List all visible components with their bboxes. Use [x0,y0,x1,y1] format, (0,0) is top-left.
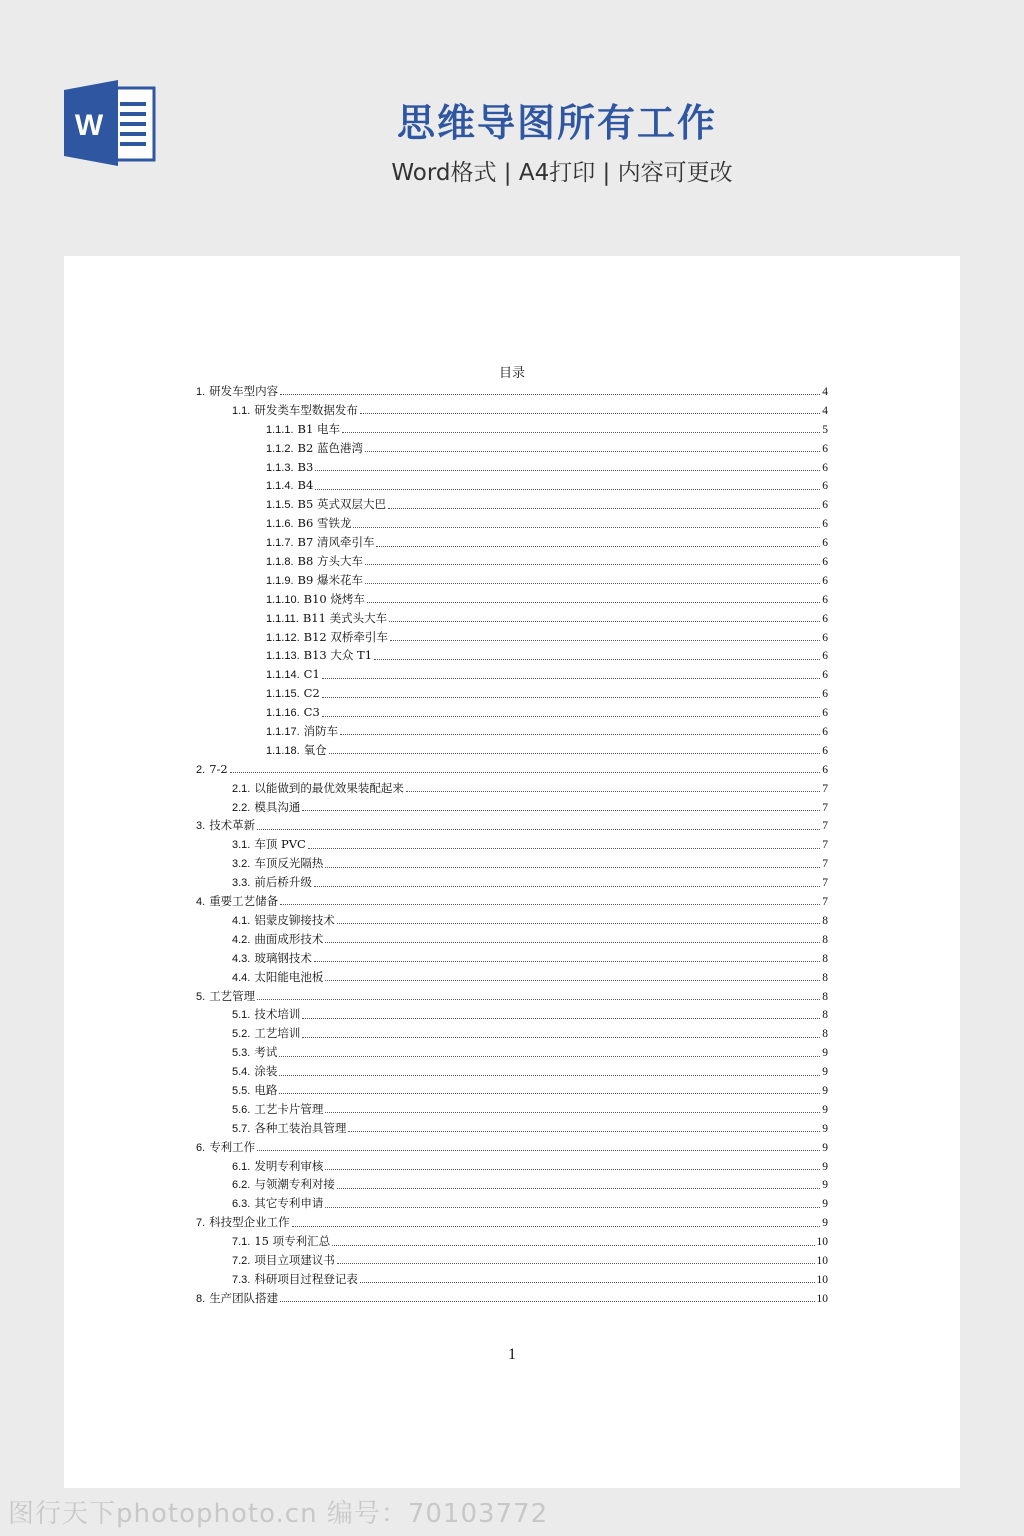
toc-leader-dots [406,782,820,792]
toc-entry-number: 1.1.13. [266,650,300,663]
toc-entry-number: 3.3. [232,877,251,890]
toc-entry[interactable] [196,646,828,665]
toc-entry-page: 9 [822,1160,828,1173]
toc-entry-title: 与领潮专利对接 [254,1177,335,1192]
toc-entry-number: 4.3. [232,952,251,965]
toc-entry-title: B10 烧烤车 [303,591,365,606]
toc-entry-number: 1. [196,386,206,398]
toc-entry-title: 研发车型内容 [209,384,279,398]
toc-entry-page: 6 [822,499,828,512]
toc-entry[interactable] [196,1138,828,1157]
toc-leader-dots [322,707,820,717]
toc-entry-page: 9 [822,1179,828,1192]
toc-entry-page: 6 [822,518,828,531]
toc-entry[interactable] [196,1062,828,1081]
toc-entry[interactable] [196,722,828,741]
toc-leader-dots [308,839,820,849]
toc-entry-page: 6 [822,574,828,587]
toc-leader-dots [314,952,820,962]
toc-entry[interactable] [196,1194,828,1213]
toc-entry-page: 6 [822,744,828,757]
toc-entry-page: 6 [822,480,828,493]
toc-entry-number: 3.1. [232,839,251,852]
toc-leader-dots [302,1028,820,1038]
toc-entry-title: 工艺培训 [254,1026,301,1041]
toc-entry-page: 8 [822,1009,828,1022]
toc-entry-title: 玻璃钢技术 [254,950,312,965]
toc-entry-page: 10 [816,1254,828,1267]
toc-entry-number: 5.7. [232,1122,251,1135]
toc-entry-title: B3 [297,459,314,474]
toc-leader-dots [292,1217,821,1227]
toc-entry-number: 1.1.17. [266,726,300,739]
toc-entry-number: 6. [196,1141,206,1154]
toc-leader-dots [325,1103,820,1113]
toc-entry-title: 各种工装治具管理 [254,1120,347,1135]
toc-leader-dots [365,555,820,565]
toc-entry-title: 涂装 [254,1064,278,1079]
toc-leader-dots [257,1141,820,1151]
toc-entry-page: 7 [822,877,828,890]
toc-leader-dots [314,877,820,887]
toc-entry-title: 工艺管理 [209,988,256,1003]
toc-leader-dots [388,499,820,509]
toc-entry-page: 7 [822,782,828,795]
toc-entry-page: 6 [822,442,828,455]
toc-entry-page: 6 [822,537,828,550]
toc-entry-page: 10 [816,1292,828,1305]
toc-entry-number: 8. [196,1292,206,1305]
toc-entry[interactable] [196,741,828,760]
toc-entry-title: B9 爆米花车 [297,572,363,587]
toc-entry-title: B7 清风牵引车 [297,535,375,550]
toc-entry-title: 发明专利审核 [254,1158,324,1173]
toc-entry[interactable] [196,1251,828,1270]
toc-entry-title: B6 雪铁龙 [297,516,352,531]
toc-entry[interactable] [196,1270,828,1289]
toc-leader-dots [325,1198,820,1208]
toc-entry-title: C2 [303,686,320,701]
toc-leader-dots [337,1179,820,1189]
toc-entry-title: 其它专利申请 [254,1196,324,1211]
toc-entry[interactable] [196,987,828,1006]
toc-entry-page: 7 [822,839,828,852]
toc-entry-number: 3.2. [232,858,251,871]
toc-title: 目录 [498,366,525,381]
toc-entry-number: 1.1.10. [266,593,300,606]
toc-leader-dots [337,1254,815,1264]
toc-entry-page: 9 [822,1103,828,1116]
toc-leader-dots [280,385,820,395]
toc-entry-number: 1.1.4. [266,480,294,493]
toc-entry-page: 6 [822,650,828,663]
toc-entry-number: 6.2. [232,1179,251,1192]
toc-entry[interactable] [196,552,828,571]
toc-entry[interactable] [196,1005,828,1024]
toc-entry-title: B5 英式双层大巴 [297,497,386,512]
toc-entry[interactable] [196,873,828,892]
toc-entry-number: 1.1.11. [266,612,299,625]
svg-text:W: W [74,109,104,142]
toc-entry-number: 1.1.8. [266,556,294,569]
toc-entry-title: B11 美式头大车 [302,610,388,625]
toc-entry[interactable] [196,949,828,968]
toc-entry[interactable] [196,1157,828,1176]
toc-entry-title: 氧仓 [303,742,327,757]
toc-entry-number: 2. [196,763,206,776]
toc-entry[interactable] [196,571,828,590]
toc-entry-page: 6 [822,461,828,474]
toc-entry-title: 考试 [254,1045,278,1060]
toc-entry[interactable] [196,1024,828,1043]
toc-entry-number: 5.2. [232,1028,251,1041]
toc-entry-number: 2.2. [232,801,251,814]
toc-leader-dots [279,1066,820,1076]
toc-leader-dots [340,725,820,735]
toc-entry[interactable] [196,382,828,401]
toc-entry-title: 技术培训 [254,1007,301,1022]
toc-entry[interactable] [196,1289,828,1308]
toc-entry-page: 6 [822,688,828,701]
toc-entry[interactable] [196,911,828,930]
toc-entry-number: 1.1.2. [266,442,294,455]
toc-leader-dots [329,744,821,754]
toc-leader-dots [325,933,820,943]
toc-entry-page: 8 [822,971,828,984]
page-number: 1 [508,1346,516,1363]
toc-leader-dots [365,574,820,584]
toc-leader-dots [280,1292,814,1302]
toc-entry-number: 7.1. [232,1236,251,1249]
toc-entry-page: 4 [822,404,828,417]
toc-leader-dots [353,518,820,528]
toc-entry-number: 1.1.14. [266,669,300,682]
toc-entry-title: 重要工艺储备 [209,894,279,909]
toc-leader-dots [367,593,820,603]
toc-entry-page: 9 [822,1198,828,1211]
toc-entry-page: 9 [822,1122,828,1135]
toc-entry-page: 9 [822,1217,828,1230]
toc-entry-title: C1 [303,667,320,682]
toc-entry[interactable] [196,476,828,495]
toc-entry[interactable] [196,514,828,533]
toc-leader-dots [315,461,820,471]
toc-entry-title: 曲面成形技术 [254,931,324,946]
toc-entry-page: 6 [822,593,828,606]
toc-leader-dots [322,669,820,679]
toc-entry[interactable] [196,968,828,987]
toc-leader-dots [360,404,820,414]
toc-entry-number: 1.1.18. [266,744,300,757]
toc-leader-dots [315,480,820,490]
toc-entry-number: 1.1.6. [266,518,294,531]
toc-entry-title: B12 双桥牵引车 [303,629,388,644]
toc-leader-dots [325,1160,820,1170]
toc-entry-title: B4 [297,478,314,493]
toc-leader-dots [302,1009,820,1019]
toc-entry[interactable] [196,798,828,817]
toc-leader-dots [230,763,821,773]
toc-entry-title: 7-2 [209,761,228,776]
toc-entry-number: 3. [196,820,206,833]
toc-entry[interactable] [196,495,828,514]
toc-leader-dots [279,1047,820,1057]
toc-entry-number: 1.1.7. [266,537,294,550]
toc-entry-page: 7 [822,820,828,833]
toc-leader-dots [348,1122,820,1132]
watermark: 图行天下photophoto.cn 编号：70103772 [8,1499,549,1529]
toc-entry-number: 1.1.15. [266,688,300,701]
toc-entry-page: 4 [822,386,828,398]
toc-entry[interactable] [196,1119,828,1138]
toc-entry-page: 7 [822,801,828,814]
toc-entry-title: 电路 [254,1082,278,1097]
toc-entry[interactable] [196,439,828,458]
toc-entry-title: 研发类车型数据发布 [254,402,358,417]
toc-entry-page: 6 [822,612,828,625]
toc-leader-dots [325,971,820,981]
toc-leader-dots [389,612,820,622]
toc-entry[interactable] [196,835,828,854]
toc-entry-page: 8 [822,933,828,946]
toc-entry-number: 2.1. [232,782,251,795]
toc-leader-dots [302,801,820,811]
toc-entry-number: 4.2. [232,933,251,946]
toc-leader-dots [374,650,820,660]
toc-entry[interactable] [196,665,828,684]
toc-leader-dots [257,990,820,1000]
toc-entry-number: 5.5. [232,1084,251,1097]
toc-entry-number: 1.1.9. [266,574,294,587]
toc-entry[interactable] [196,854,828,873]
toc-entry-page: 6 [822,631,828,644]
toc-entry-title: 车顶反光隔热 [254,856,324,871]
toc-entry-title: B2 蓝色港湾 [297,440,363,455]
toc-entry-page: 6 [822,763,828,776]
toc-leader-dots [365,442,820,452]
toc-entry[interactable] [196,684,828,703]
toc-entry-number: 7.3. [232,1273,251,1286]
toc-entry[interactable] [196,401,828,420]
toc-entry-page: 9 [822,1047,828,1060]
toc-entry-page: 10 [816,1273,828,1286]
toc-entry-title: 科技型企业工作 [209,1215,290,1230]
toc-entry-title: C3 [303,705,320,720]
toc-entry[interactable] [196,420,828,439]
toc-entry[interactable] [196,930,828,949]
toc-entry[interactable] [196,892,828,911]
toc-entry-page: 6 [822,556,828,569]
toc-entry-page: 7 [822,858,828,871]
toc-entry-page: 8 [822,952,828,965]
header-subtitle: Word格式 | A4打印 | 内容可更改 [391,160,733,186]
toc-entry-page: 9 [822,1141,828,1154]
toc-entry-page: 8 [822,1028,828,1041]
toc-entry-page: 6 [822,726,828,739]
toc-entry-number: 6.1. [232,1160,251,1173]
toc-entry-number: 1.1.12. [266,631,300,644]
toc-leader-dots [342,423,820,433]
toc-entry-page: 9 [822,1084,828,1097]
toc-entry-title: 生产团队搭建 [209,1290,279,1305]
toc-entry-page: 6 [822,707,828,720]
header-title: 思维导图所有工作 [396,101,717,145]
toc-entry-title: B1 电车 [297,421,340,436]
toc-entry[interactable] [196,1100,828,1119]
toc-entry-number: 7. [196,1217,206,1230]
toc-entry-title: 铝蒙皮铆接技术 [254,912,335,927]
toc-entry-title: 消防车 [303,724,339,739]
toc-entry-page: 10 [816,1236,828,1249]
toc-entry-title: B8 方头大车 [297,554,363,569]
toc-entry-title: 以能做到的最优效果装配起来 [254,780,404,795]
toc-leader-dots [280,895,820,905]
toc-leader-dots [257,820,820,830]
toc-leader-dots [376,537,820,547]
toc-entry[interactable] [196,1213,828,1232]
toc-entry-number: 1.1.3. [266,461,294,474]
toc-entry-title: 前后桥升级 [254,875,312,890]
toc-leader-dots [279,1084,820,1094]
toc-entry-title: 工艺卡片管理 [254,1101,324,1116]
toc-entry[interactable] [196,590,828,609]
toc-entry-page: 5 [822,423,828,436]
toc-entry[interactable] [196,1232,828,1251]
document-page [64,256,960,1488]
toc-entry-title: 科研项目过程登记表 [254,1271,358,1286]
table-of-contents [196,382,828,1308]
toc-entry-number: 5.6. [232,1103,251,1116]
toc-entry[interactable] [196,1043,828,1062]
toc-entry-title: 模具沟通 [254,799,301,814]
toc-entry[interactable] [196,779,828,798]
toc-entry[interactable] [196,760,828,779]
toc-entry-number: 6.3. [232,1198,251,1211]
toc-entry-title: 专利工作 [209,1139,256,1154]
toc-entry-number: 1.1.16. [266,707,300,720]
toc-entry[interactable] [196,1175,828,1194]
toc-entry[interactable] [196,1081,828,1100]
toc-entry-number: 1.1.5. [266,499,294,512]
toc-entry-number: 1.1.1. [266,423,294,436]
toc-entry-page: 9 [822,1066,828,1079]
toc-entry-page: 8 [822,990,828,1003]
toc-entry[interactable] [196,703,828,722]
toc-entry-title: B13 大众 T1 [303,648,373,663]
toc-entry-title: 15 项专利汇总 [254,1234,331,1249]
toc-entry-title: 项目立项建议书 [254,1252,335,1267]
toc-entry[interactable] [196,816,828,835]
toc-entry-number: 1.1. [232,404,251,417]
toc-leader-dots [332,1236,814,1246]
toc-leader-dots [322,688,820,698]
toc-entry-page: 7 [822,896,828,909]
toc-entry[interactable] [196,458,828,477]
toc-entry[interactable] [196,609,828,628]
toc-entry-number: 4.1. [232,914,251,927]
toc-leader-dots [360,1273,815,1283]
toc-entry-title: 技术革新 [209,818,256,833]
toc-entry-page: 6 [822,669,828,682]
toc-entry-title: 太阳能电池板 [254,969,324,984]
toc-entry-number: 5. [196,990,206,1003]
toc-leader-dots [337,914,820,924]
toc-entry[interactable] [196,533,828,552]
toc-entry-number: 5.3. [232,1047,251,1060]
toc-entry-number: 7.2. [232,1254,251,1267]
toc-entry-title: 车顶 PVC [254,837,306,852]
toc-leader-dots [325,858,820,868]
toc-entry-number: 5.1. [232,1009,251,1022]
toc-entry-number: 4. [196,896,206,909]
toc-entry-number: 5.4. [232,1066,251,1079]
toc-leader-dots [390,631,820,641]
toc-entry-page: 8 [822,914,828,927]
toc-entry-number: 4.4. [232,971,251,984]
toc-entry[interactable] [196,628,828,647]
